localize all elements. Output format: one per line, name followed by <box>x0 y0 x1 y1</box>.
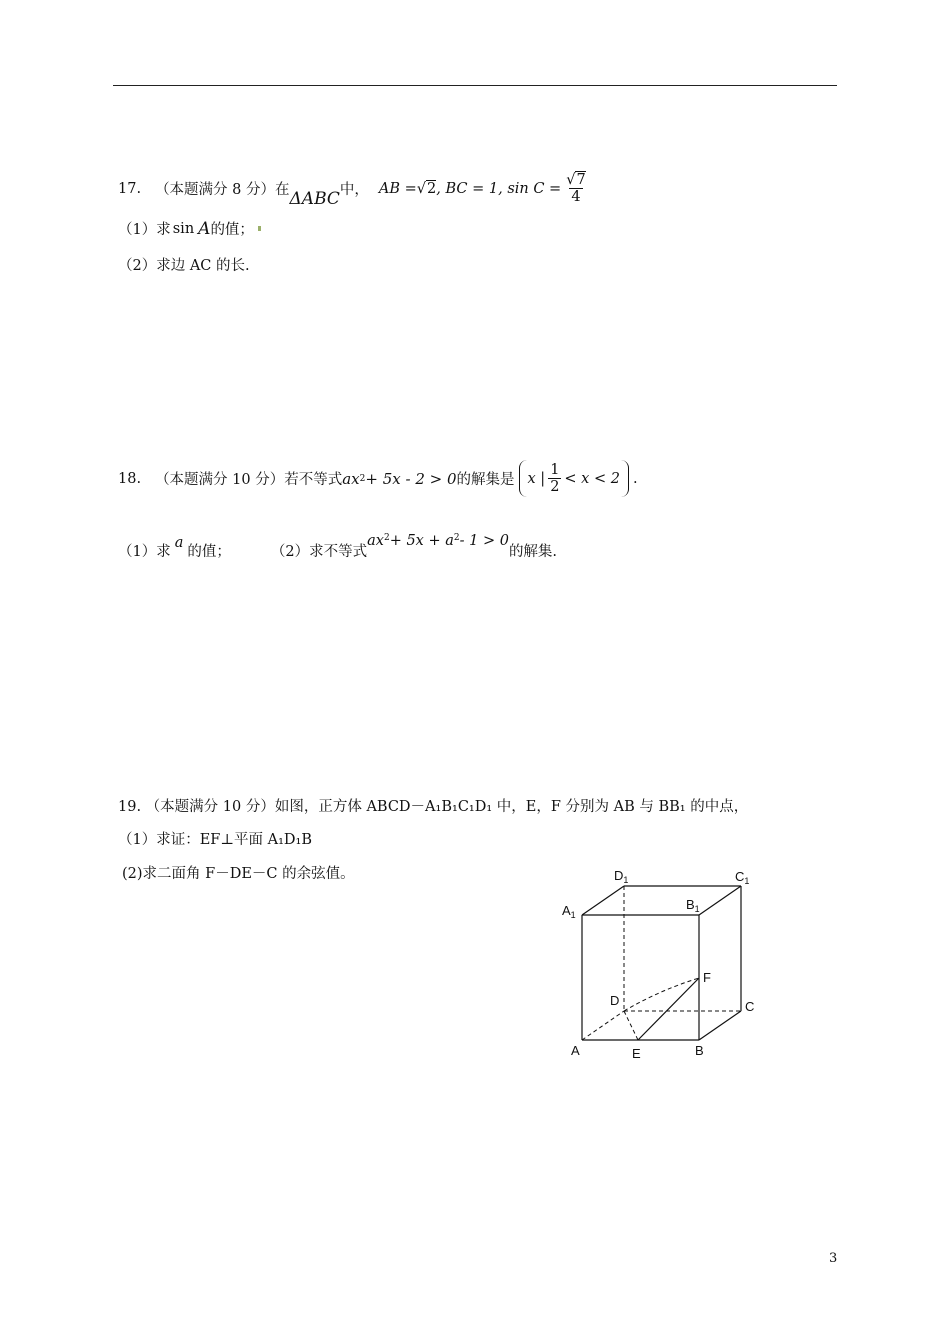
q18-ineq-rest: + 5x - 2 > 0 <box>365 469 457 488</box>
hidden-segment-DF <box>624 978 699 1011</box>
q19-part2-text: (2)求二面角 F－DE－C 的余弦值。 <box>122 866 355 882</box>
q18-ineq2-sq1: 2 <box>383 532 390 543</box>
q17-part1-pre: （1）求 <box>118 222 171 238</box>
q17-part1 <box>118 218 261 239</box>
q17-den: 4 <box>571 189 581 205</box>
label-F: F <box>703 970 711 985</box>
q17-mid: 中， <box>339 182 369 198</box>
q17-part1-sin: sin <box>172 220 195 237</box>
label-B1: $B_1$ <box>686 897 700 914</box>
label-C1: $C_1$ <box>735 869 750 886</box>
q18-solset-is: 的解集是 <box>456 472 515 488</box>
header-rule <box>113 85 837 86</box>
q18-parts <box>118 532 558 561</box>
q18-number: 18. <box>118 470 142 487</box>
q18-ineq2-a: ax <box>367 532 384 549</box>
q19-part1 <box>118 828 312 849</box>
hidden-segment-DE <box>624 1011 638 1040</box>
q18-set-x: x | <box>527 470 546 487</box>
q18-ineq2-mid: + 5x + a <box>389 532 454 549</box>
edge-A1D1 <box>582 886 624 915</box>
q18-sq: 2 <box>359 473 366 484</box>
q18-half-den: 2 <box>550 479 560 495</box>
q18-ineq-a: ax <box>342 469 360 488</box>
q18-part1-a: a <box>174 534 184 551</box>
q17-sqrt7: 7 <box>576 172 586 188</box>
label-A: A <box>571 1043 580 1058</box>
q18-points: （本题满分 10 分）若不等式 <box>155 472 343 488</box>
q17-part1-A: A <box>198 218 211 239</box>
edge-B1C1 <box>699 886 741 915</box>
q19-part2 <box>122 862 355 883</box>
q17-number: 17. <box>118 180 142 197</box>
label-C: C <box>745 999 755 1014</box>
q18-part2-pre: （2）求不等式 <box>270 544 368 560</box>
hidden-edge-AD <box>582 1011 624 1040</box>
label-E: E <box>632 1046 641 1061</box>
q18-part1-pre: （1）求 <box>118 544 171 560</box>
q18-part1-post: 的值； <box>187 544 231 560</box>
label-D1: $D_1$ <box>614 868 629 885</box>
q19-line1-text: 19. （本题满分 10 分）如图，正方体 ABCD－A₁B₁C₁D₁ 中，E，F 分别为 AB 与 BB₁ 的中点， <box>118 799 749 815</box>
q17-line: 17. （本题满分 8 分）在 ΔABC 中， AB = √ 2 , BC = 1, sin C = $\frac{√7}{4}$ <box>118 172 586 209</box>
segment-EF <box>638 978 699 1040</box>
q17-part1-post: 的值； <box>210 222 254 238</box>
label-A1: $A_1$ <box>562 903 576 920</box>
q18-ineq2-sq2: 2 <box>453 532 460 543</box>
q18-half-num: 1 <box>550 462 560 478</box>
cube-figure <box>555 860 775 1070</box>
q17-triangle: ΔABC <box>289 188 340 209</box>
q18-line <box>118 460 638 497</box>
q18-solution-set <box>519 460 629 497</box>
edge-BC <box>699 1011 741 1040</box>
label-D: D <box>610 993 620 1008</box>
q18-ineq2-rest: - 1 > 0 <box>459 532 509 549</box>
q17-eq-bc: , BC = 1, sin C = <box>436 180 562 197</box>
label-B: B <box>695 1043 704 1058</box>
q18-part2-post: 的解集. <box>508 544 558 560</box>
q17-fraction: $\frac{√7}{4}$ <box>566 172 586 205</box>
q18-period: . <box>632 470 638 487</box>
q17-part2-text: （2）求边 AC 的长. <box>118 258 250 274</box>
q19-line <box>118 795 748 816</box>
page-number: 3 <box>829 1251 838 1266</box>
q17-sqrt2: 2 <box>427 181 437 197</box>
q17-part2 <box>118 254 250 275</box>
q17-eq-ab: AB = <box>378 180 417 197</box>
stray-mark <box>258 226 261 231</box>
q19-part1-text: （1）求证：EF⊥平面 A₁D₁B <box>118 832 312 848</box>
q17-points: （本题满分 8 分）在 <box>155 182 290 198</box>
q18-set-rest: < x < 2 <box>564 470 620 487</box>
